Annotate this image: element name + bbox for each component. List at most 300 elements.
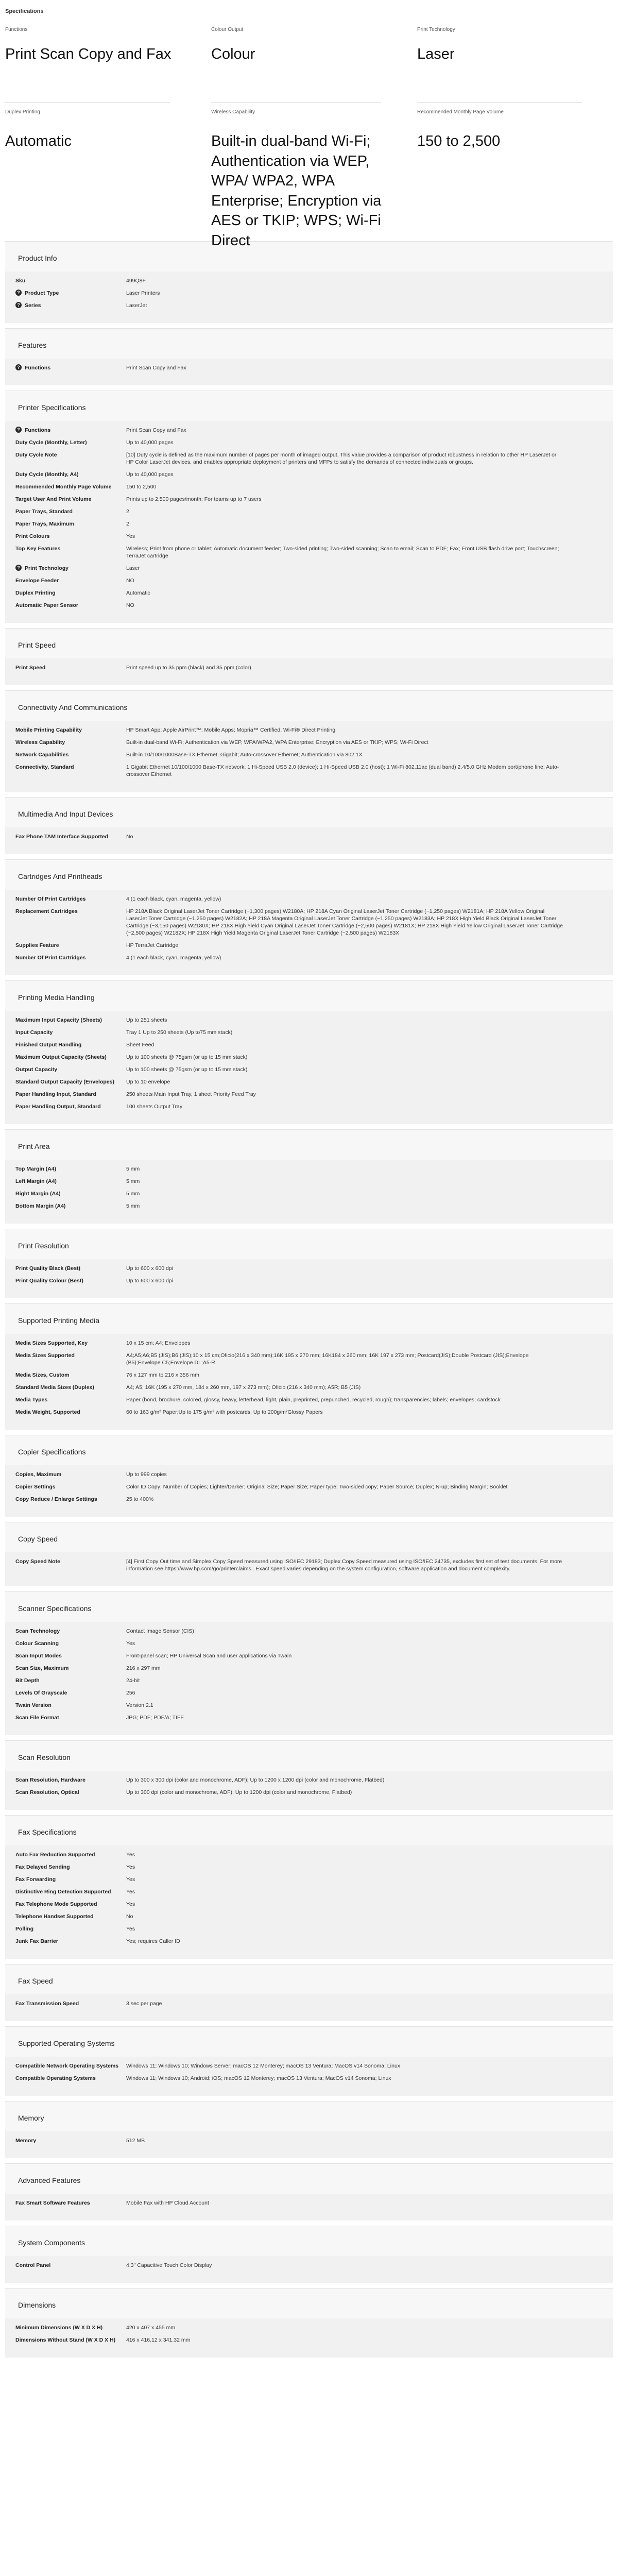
- spec-value: A4;A5;A6;B5 (JIS);B6 (JIS);10 x 15 cm;Oficio(216 x 340 mm);16K 195 x 270 mm; 16K184 x 260 mm; 16K 197 x 273 mm; Postcard(JIS);Double Postcard (JIS);Envelope (B5);Envelope C5;Envelope DL;A5-R: [126, 1352, 529, 1366]
- spec-section: [5, 1229, 613, 1298]
- hero-row: [0, 25, 618, 107]
- spec-row: [5, 1786, 613, 1799]
- spec-row: [5, 562, 613, 574]
- spec-row: [5, 1026, 613, 1039]
- spec-row: [5, 2334, 613, 2346]
- spec-key: Fax Transmission Speed: [15, 2001, 79, 2007]
- spec-value: Version 2.1: [126, 1702, 153, 1708]
- spec-value: Up to 999 copies: [126, 1471, 167, 1478]
- spec-row: [5, 2197, 613, 2209]
- spec-value: Laser Printers: [126, 290, 160, 296]
- help-icon[interactable]: ?: [15, 427, 22, 433]
- spec-key: Standard Output Capacity (Envelopes): [15, 1079, 114, 1085]
- spec-row: [5, 1650, 613, 1662]
- spec-section: [5, 859, 613, 975]
- spec-key-cell: [5, 751, 126, 758]
- spec-value: Print Scan Copy and Fax: [126, 427, 186, 433]
- spec-key-cell: [5, 302, 126, 309]
- spec-key-cell: [5, 1851, 126, 1858]
- spec-key: Fax Smart Software Features: [15, 2200, 90, 2206]
- spec-key-cell: [5, 1677, 126, 1684]
- spec-key: Number Of Print Cartridges: [15, 896, 86, 902]
- spec-value: 1 Gigabit Ethernet 10/100/1000 Base-TX network; 1 Hi-Speed USB 2.0 (device); 1 Hi-Speed USB 2.0 (host); 1 Wi-Fi 802.11ac (dual band) 2.4/5.0 GHz Modem port/phone line; Auto-crossover Ethernet: [126, 764, 559, 777]
- spec-key-cell: [5, 439, 126, 446]
- spec-row: [5, 831, 613, 843]
- spec-key: Duty Cycle (Monthly, Letter): [15, 439, 87, 446]
- spec-row: [5, 905, 613, 939]
- hero-value: Built-in dual-band Wi-Fi; Authentication via WEP, WPA/ WPA2, WPA Enterprise; Encryption via AES or TKIP; WPS; Wi-Fi Direct: [211, 133, 382, 249]
- spec-key: Right Margin (A4): [15, 1191, 61, 1197]
- section-body: [5, 1845, 613, 1959]
- spec-key: Compatible Network Operating Systems: [15, 2063, 119, 2069]
- spec-key-cell: [5, 1265, 126, 1272]
- spec-key: Top Key Features: [15, 546, 61, 552]
- section-title: Product Info: [5, 241, 613, 272]
- section-body: [5, 827, 613, 854]
- spec-key: Supplies Feature: [15, 942, 59, 948]
- spec-value: Windows 11; Windows 10; Android; iOS; macOS 12 Monterey; macOS 13 Ventura; MacOS v14 Sonoma; Linux: [126, 2075, 391, 2081]
- spec-key: Print Quality Colour (Best): [15, 1278, 83, 1284]
- hero-card-print-technology: [412, 25, 618, 107]
- spec-value: Laser: [126, 565, 140, 571]
- spec-key: Bottom Margin (A4): [15, 1203, 66, 1209]
- spec-key-cell: [5, 1714, 126, 1721]
- spec-value: 512 MB: [126, 2138, 145, 2144]
- spec-key: Scan Input Modes: [15, 1653, 62, 1659]
- hero-label: Duplex Printing: [5, 109, 40, 115]
- spec-key-cell: [5, 954, 126, 961]
- spec-value: Up to 251 sheets: [126, 1017, 167, 1023]
- spec-section: [5, 1964, 613, 2021]
- spec-section: [5, 797, 613, 854]
- spec-key-cell: [5, 2137, 126, 2144]
- spec-key-cell: [5, 1384, 126, 1391]
- spec-value: [10] Duty cycle is defined as the maximum number of pages per month of imaged output. This value provides a comparison of product robustness in relation to other HP LaserJet or HP Color LaserJet devices, and enables appropriate deployment of printers and MFPs to satisfy the demands of connected individuals or groups.: [126, 452, 557, 465]
- section-title: Supported Operating Systems: [5, 2026, 613, 2057]
- spec-value: 5 mm: [126, 1178, 140, 1184]
- section-body: [5, 1259, 613, 1298]
- spec-key-cell: [5, 1091, 126, 1098]
- spec-row: [5, 1910, 613, 1923]
- section-title: Memory: [5, 2101, 613, 2131]
- spec-key-cell: [5, 1938, 126, 1945]
- spec-key: Media Weight, Supported: [15, 1409, 80, 1415]
- spec-row: [5, 1873, 613, 1886]
- spec-row: [5, 1381, 613, 1394]
- spec-row: [5, 574, 613, 587]
- spec-row: [5, 1699, 613, 1711]
- spec-row: [5, 543, 613, 562]
- section-title: Advanced Features: [5, 2163, 613, 2194]
- spec-row: [5, 1774, 613, 1786]
- spec-value: Yes: [126, 1901, 135, 1907]
- spec-value: 2: [126, 521, 129, 527]
- section-body: [5, 890, 613, 975]
- spec-value: 100 sheets Output Tray: [126, 1104, 183, 1110]
- spec-key: Control Panel: [15, 2262, 51, 2268]
- spec-row: [5, 1637, 613, 1650]
- section-title: Multimedia And Input Devices: [5, 797, 613, 827]
- spec-value: 216 x 297 mm: [126, 1665, 161, 1671]
- help-icon[interactable]: ?: [15, 565, 22, 571]
- spec-row: [5, 1674, 613, 1687]
- spec-key: Fax Delayed Sending: [15, 1864, 70, 1870]
- spec-value: Up to 600 x 600 dpi: [126, 1278, 174, 1284]
- spec-row: [5, 1163, 613, 1175]
- spec-section: [5, 980, 613, 1124]
- spec-value: Yes: [126, 1852, 135, 1858]
- spec-row: [5, 939, 613, 952]
- spec-key-cell: [5, 942, 126, 949]
- spec-section: [5, 1303, 613, 1430]
- spec-section: [5, 1591, 613, 1735]
- section-body: [5, 1160, 613, 1224]
- spec-key-cell: [5, 1016, 126, 1024]
- spec-key: Scan Size, Maximum: [15, 1665, 69, 1671]
- spec-section: [5, 1522, 613, 1586]
- spec-row: [5, 1175, 613, 1188]
- spec-key-cell: [5, 764, 126, 778]
- spec-value: 420 x 407 x 455 mm: [126, 2325, 176, 2331]
- spec-key: Scan Technology: [15, 1628, 60, 1634]
- spec-row: [5, 1555, 613, 1575]
- spec-key: Print Colours: [15, 533, 50, 539]
- spec-row: [5, 749, 613, 761]
- section-body: [5, 359, 613, 385]
- hero-value: Print Scan Copy and Fax: [5, 46, 171, 62]
- spec-key-cell: [5, 496, 126, 503]
- spec-row: [5, 449, 613, 468]
- spec-key-cell: [5, 565, 126, 572]
- help-icon[interactable]: ?: [15, 302, 22, 308]
- spec-value: Yes: [126, 1640, 135, 1647]
- spec-value: 250 sheets Main Input Tray, 1 sheet Priority Feed Tray: [126, 1091, 256, 1097]
- spec-key-cell: [5, 1409, 126, 1416]
- spec-key-cell: [5, 1202, 126, 1210]
- section-title: Scan Resolution: [5, 1740, 613, 1771]
- spec-key: Levels Of Grayscale: [15, 1690, 67, 1696]
- spec-row: [5, 1188, 613, 1200]
- spec-row: [5, 1997, 613, 2010]
- spec-value: Sheet Feed: [126, 1042, 154, 1048]
- spec-value: 24-bit: [126, 1677, 140, 1684]
- spec-value: 25 to 400%: [126, 1496, 154, 1502]
- spec-key: Compatible Operating Systems: [15, 2075, 96, 2081]
- hero-label: Recommended Monthly Page Volume: [417, 109, 504, 115]
- spec-key-cell: [5, 533, 126, 540]
- spec-key-cell: [5, 277, 126, 284]
- spec-row: [5, 662, 613, 674]
- spec-key-cell: [5, 2199, 126, 2207]
- spec-row: [5, 1051, 613, 1063]
- spec-key-cell: [5, 2000, 126, 2007]
- section-body: [5, 2194, 613, 2221]
- specifications-heading: Specifications: [5, 8, 44, 14]
- spec-key: Polling: [15, 1926, 33, 1932]
- spec-key: Paper Handling Input, Standard: [15, 1091, 96, 1097]
- spec-key: Product Type: [25, 290, 59, 296]
- section-title: Fax Speed: [5, 1964, 613, 1994]
- hero-label: Print Technology: [417, 27, 455, 32]
- section-title: Supported Printing Media: [5, 1303, 613, 1334]
- spec-key-cell: [5, 1471, 126, 1478]
- spec-key: Media Types: [15, 1397, 48, 1403]
- spec-key: Media Sizes Supported: [15, 1352, 75, 1359]
- section-body: [5, 272, 613, 323]
- spec-value: No: [126, 1913, 133, 1920]
- spec-value: Yes: [126, 1889, 135, 1895]
- section-body: [5, 2131, 613, 2158]
- section-title: Scanner Specifications: [5, 1591, 613, 1622]
- spec-row: [5, 1063, 613, 1076]
- spec-value: Up to 40,000 pages: [126, 439, 174, 446]
- spec-key: Copies, Maximum: [15, 1471, 62, 1478]
- help-icon[interactable]: ?: [15, 364, 22, 370]
- spec-key-cell: [5, 1913, 126, 1920]
- spec-section: [5, 2026, 613, 2096]
- spec-value: 4 (1 each black, cyan, magenta, yellow): [126, 955, 221, 961]
- spec-key: Connectivity, Standard: [15, 764, 74, 770]
- spec-key: Duty Cycle (Monthly, A4): [15, 471, 79, 478]
- spec-value: Up to 100 sheets @ 75gsm (or up to 15 mm stack): [126, 1066, 248, 1073]
- spec-key-cell: [5, 290, 126, 297]
- spec-key: Scan Resolution, Hardware: [15, 1777, 85, 1783]
- spec-value: 3 sec per page: [126, 2001, 162, 2007]
- spec-key-cell: [5, 739, 126, 746]
- spec-key-cell: [5, 1041, 126, 1048]
- spec-key-cell: [5, 1371, 126, 1379]
- spec-section: [5, 1129, 613, 1224]
- spec-row: [5, 587, 613, 599]
- spec-value: Print speed up to 35 ppm (black) and 35 ppm (color): [126, 665, 251, 671]
- spec-section: [5, 1740, 613, 1810]
- spec-row: [5, 952, 613, 964]
- spec-key-cell: [5, 1103, 126, 1110]
- spec-row: [5, 761, 613, 781]
- spec-key: Media Sizes Supported, Key: [15, 1340, 88, 1346]
- spec-key: Target User And Print Volume: [15, 496, 92, 502]
- spec-key-cell: [5, 1876, 126, 1883]
- section-title: Printer Specifications: [5, 391, 613, 421]
- spec-row: [5, 493, 613, 505]
- spec-value: NO: [126, 578, 134, 584]
- spec-key-cell: [5, 1352, 126, 1366]
- spec-row: [5, 1088, 613, 1100]
- spec-key-cell: [5, 1689, 126, 1697]
- spec-key-cell: [5, 589, 126, 597]
- spec-key: Standard Media Sizes (Duplex): [15, 1384, 94, 1391]
- spec-row: [5, 1262, 613, 1275]
- spec-section: [5, 241, 613, 323]
- spec-row: [5, 424, 613, 436]
- section-body: [5, 721, 613, 792]
- spec-key-cell: [5, 1640, 126, 1647]
- spec-key: Fax Forwarding: [15, 1876, 56, 1883]
- spec-row: [5, 1898, 613, 1910]
- section-body: [5, 2057, 613, 2096]
- spec-key: Copy Reduce / Enlarge Settings: [15, 1496, 97, 1502]
- spec-key-cell: [5, 1029, 126, 1036]
- spec-section: [5, 391, 613, 623]
- spec-key-cell: [5, 451, 126, 466]
- section-title: Cartridges And Printheads: [5, 859, 613, 890]
- spec-value: No: [126, 834, 133, 840]
- spec-value: 76 x 127 mm to 216 x 356 mm: [126, 1372, 199, 1378]
- spec-key: Series: [25, 302, 41, 309]
- hero-label: Functions: [5, 27, 28, 32]
- spec-key-cell: [5, 577, 126, 584]
- spec-value: HP 218A Black Original LaserJet Toner Cartridge (~1,300 pages) W2180A; HP 218A Cyan Original LaserJet Toner Cartridge (~1,250 pages) W2181A; HP 218A Yellow Original LaserJet Toner Cartridge (~1,250 pages) W2182A; HP 218A Magenta Original LaserJet Toner Cartridge (~1,250 pages) W2183A; HP 218X High Yield Black Original LaserJet Toner Cartridge (~3,150 pages) W2180X; HP 218X High Yield Cyan Original LaserJet Toner Cartridge (~2,500 pages) W2181X; HP 218X High Yield Yellow Original LaserJet Toner Cartridge (~2,500 pages) W2182X; HP 218X High Yield Magenta Original LaserJet Toner Cartridge (~2,500 pages) W2183X: [126, 908, 563, 936]
- spec-key-cell: [5, 427, 126, 434]
- spec-value: A4; A5; 16K (195 x 270 mm, 184 x 260 mm, 197 x 273 mm); Oficio (216 x 340 mm); A5R; B5 (JIS): [126, 1384, 361, 1391]
- spec-row: [5, 1039, 613, 1051]
- spec-key: Memory: [15, 2138, 37, 2144]
- spec-row: [5, 1406, 613, 1418]
- spec-row: [5, 893, 613, 905]
- spec-value: Color ID Copy; Number of Copies; Lighter/Darker; Original Size; Paper Size; Paper type; Two-sided copy; Paper Source; Duplex; N-up; Binding Margin; Booklet: [126, 1484, 508, 1490]
- spec-key: Number Of Print Cartridges: [15, 955, 86, 961]
- spec-row: [5, 1369, 613, 1381]
- spec-row: [5, 1200, 613, 1212]
- spec-value: [4] First Copy Out time and Simplex Copy Speed measured using ISO/IEC 29183; Duplex Copy Speed measured using ISO/IEC 24735, excludes first set of test documents. For more information see https://www.hp.com/go/printerclaims . Exact speed varies depending on the system configuration, software application and document complexity.: [126, 1558, 562, 1572]
- spec-row: [5, 518, 613, 530]
- spec-key-cell: [5, 726, 126, 734]
- spec-key: Fax Telephone Mode Supported: [15, 1901, 97, 1907]
- section-body: [5, 1334, 613, 1430]
- spec-row: [5, 1662, 613, 1674]
- spec-key: Telephone Handset Supported: [15, 1913, 94, 1920]
- spec-value: 60 to 163 g/m² Paper;Up to 175 g/m² with postcards; Up to 200g/m²Glossy Papers: [126, 1409, 323, 1415]
- spec-value: 150 to 2,500: [126, 484, 157, 490]
- spec-key-cell: [5, 545, 126, 560]
- spec-key-cell: [5, 2075, 126, 2082]
- spec-key-cell: [5, 1496, 126, 1503]
- section-body: [5, 1994, 613, 2021]
- spec-value: Front-panel scan; HP Universal Scan and user applications via Twain: [126, 1653, 292, 1659]
- spec-row: [5, 1337, 613, 1349]
- spec-key: Top Margin (A4): [15, 1166, 57, 1172]
- spec-section: [5, 2226, 613, 2283]
- spec-key-cell: [5, 1277, 126, 1284]
- spec-value: JPG; PDF; PDF/A; TIFF: [126, 1715, 184, 1721]
- spec-row: [5, 2060, 613, 2072]
- spec-key: Finished Output Handling: [15, 1042, 82, 1048]
- spec-key: Media Sizes, Custom: [15, 1372, 70, 1378]
- spec-value: Contact Image Sensor (CIS): [126, 1628, 194, 1634]
- spec-key: Mobile Printing Capability: [15, 727, 82, 733]
- spec-row: [5, 530, 613, 543]
- hero-value: 150 to 2,500: [417, 133, 501, 149]
- spec-value: Print Scan Copy and Fax: [126, 365, 186, 371]
- spec-key: Fax Phone TAM Interface Supported: [15, 834, 109, 840]
- spec-row: [5, 2134, 613, 2147]
- section-body: [5, 1771, 613, 1810]
- spec-value: Up to 100 sheets @ 75gsm (or up to 15 mm stack): [126, 1054, 248, 1060]
- section-title: System Components: [5, 2226, 613, 2256]
- spec-value: HP TerraJet Cartridge: [126, 942, 179, 948]
- spec-key: Duty Cycle Note: [15, 452, 57, 458]
- spec-key: Distinctive Ring Detection Supported: [15, 1889, 111, 1895]
- section-title: Dimensions: [5, 2288, 613, 2318]
- spec-key: Automatic Paper Sensor: [15, 602, 78, 608]
- spec-row: [5, 505, 613, 518]
- spec-key: Output Capacity: [15, 1066, 58, 1073]
- spec-key-cell: [5, 471, 126, 478]
- spec-key: Maximum Output Capacity (Sheets): [15, 1054, 107, 1060]
- spec-key: Copier Settings: [15, 1484, 56, 1490]
- section-body: [5, 1465, 613, 1517]
- spec-value: 5 mm: [126, 1191, 140, 1197]
- spec-section: [5, 2288, 613, 2358]
- spec-value: Paper (bond, brochure, colored, glossy, heavy, letterhead, light, plain, preprinted, prepunched, recycled, rough); transparencies; labels; envelopes; cardstock: [126, 1397, 501, 1403]
- spec-value: Windows 11; Windows 10; Windows Server; macOS 12 Monterey; macOS 13 Ventura; MacOS v14 Sonoma; Linux: [126, 2063, 401, 2069]
- spec-key-cell: [5, 1190, 126, 1197]
- spec-section: [5, 1815, 613, 1959]
- hero-card-monthly-volume: [412, 107, 618, 231]
- spec-value: Yes: [126, 1864, 135, 1870]
- spec-value: LaserJet: [126, 302, 147, 309]
- spec-value: Mobile Fax with HP Cloud Account: [126, 2200, 209, 2206]
- spec-key-cell: [5, 520, 126, 528]
- spec-key: Paper Trays, Maximum: [15, 521, 74, 527]
- spec-key: Scan Resolution, Optical: [15, 1789, 79, 1795]
- spec-key-cell: [5, 1483, 126, 1490]
- section-title: Copier Specifications: [5, 1435, 613, 1465]
- spec-key: Print Speed: [15, 665, 46, 671]
- section-body: [5, 2256, 613, 2283]
- spec-row: [5, 1849, 613, 1861]
- spec-key-cell: [5, 1789, 126, 1796]
- spec-row: [5, 736, 613, 749]
- spec-section: [5, 628, 613, 685]
- spec-row: [5, 1468, 613, 1481]
- hero-value: Automatic: [5, 133, 72, 149]
- spec-key: Network Capabilities: [15, 752, 69, 758]
- spec-value: Automatic: [126, 590, 150, 596]
- section-body: [5, 1011, 613, 1124]
- section-body: [5, 1552, 613, 1586]
- spec-value: Prints up to 2,500 pages/month; For teams up to 7 users: [126, 496, 262, 502]
- spec-value: Up to 300 dpi (color and monochrome, ADF); Up to 1200 dpi (color and monochrome, Flatbed): [126, 1789, 352, 1795]
- spec-row: [5, 468, 613, 481]
- spec-key-cell: [5, 1863, 126, 1871]
- spec-key-cell: [5, 2062, 126, 2070]
- spec-section: [5, 1435, 613, 1517]
- help-icon[interactable]: ?: [15, 290, 22, 296]
- spec-key-cell: [5, 1665, 126, 1672]
- spec-key: Scan File Format: [15, 1715, 59, 1721]
- hero-card-duplex: [0, 107, 206, 231]
- hero-value: Laser: [417, 46, 455, 62]
- spec-key: Paper Trays, Standard: [15, 509, 73, 515]
- spec-row: [5, 1687, 613, 1699]
- spec-row: [5, 1935, 613, 1947]
- section-title: Fax Specifications: [5, 1815, 613, 1845]
- spec-section: [5, 690, 613, 792]
- hero-label: Wireless Capability: [211, 109, 255, 115]
- spec-key: Maximum Input Capacity (Sheets): [15, 1017, 102, 1023]
- spec-key-cell: [5, 1901, 126, 1908]
- spec-key-cell: [5, 1776, 126, 1784]
- spec-row: [5, 1861, 613, 1873]
- section-title: Connectivity And Communications: [5, 690, 613, 721]
- spec-row: [5, 1923, 613, 1935]
- spec-sections: [0, 231, 618, 2378]
- section-body: [5, 658, 613, 685]
- spec-key: Print Technology: [25, 565, 68, 571]
- section-title: Copy Speed: [5, 1522, 613, 1552]
- spec-key: Sku: [15, 278, 26, 284]
